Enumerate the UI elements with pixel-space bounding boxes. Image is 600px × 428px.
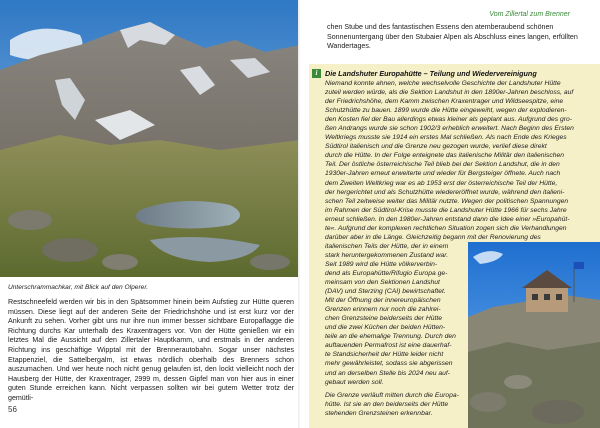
page-number: 56: [8, 405, 17, 414]
text-line: gebaut werden soll.: [325, 378, 384, 386]
text-line: der hergerichtet und als Schutzhütte wiedereröffnet wurde, während den italieni-: [325, 188, 565, 196]
text-line: stark heruntergekommenen Zustand war.: [325, 251, 449, 259]
text-line: Schutzhütte zu bauen. 1899 wurde die Hütte eingeweiht, wegen der explodieren-: [325, 107, 567, 115]
text-line: stehenden Grenzsteinen erkennbar.: [325, 409, 433, 417]
text-line: Südtirol italienisch und die Grenze neu gezogen wurde, verlief diese direkt: [325, 143, 547, 151]
text-line: chen Grenzsteine beiderseits der Hütte: [325, 315, 443, 323]
intro-text: chen Stube und des fantastischen Essens den atemberaubend schönen Sonnenuntergang über den Stubaier Alpen als Abschluss eines langen, erfüllten Wandertages.: [327, 23, 578, 50]
text-line: der Friedrichshöhe, dem Kamm zwischen Kraxentrager und Wildseespitze, eine: [325, 98, 564, 106]
text-line: Seit 1989 wird die Hütte völkerverbin-: [325, 260, 438, 268]
text-line: durch die Hütte. In der Folge enteignete das italienische Militär den italienischen: [325, 152, 565, 160]
text-line: Die Grenze verläuft mitten durch die Europa-: [325, 391, 459, 399]
text-line: und die zwei Küchen der beiden Hütten-: [325, 324, 446, 332]
text-line: hütte. Ist sie an den beiderseits der Hütte: [325, 400, 449, 408]
text-line: italienischen Teils der Hütte, der in einem: [325, 242, 449, 250]
text-line: Niemand konnte ahnen, welche wechselvolle Geschichte der Landshuter Hütte: [325, 80, 561, 87]
text-line: den Kosten fiel der Bau allerdings etwas kleiner als geplant aus. Aufgrund des gro-: [325, 116, 573, 124]
text-line: darüber aber in die Länge. Gleichzeitig begann mit der Renovierung des: [325, 233, 541, 241]
photo-caption: Unterschrammachkar, mit Blick auf den Olperer.: [8, 284, 149, 291]
text-line: schen Teil zeitweise weiter das Militär nutzte. Wegen der politischen Spannungen: [325, 197, 569, 205]
europahuette-photo: [468, 242, 600, 428]
text-line: mehr gewährleistet, sodass sie abgerissen: [325, 360, 453, 368]
text-line: erneut schließen. In den 1980er-Jahren entstand dann die Idee einer »Europahüt-: [325, 215, 570, 223]
mountain-valley-photo: [0, 0, 300, 277]
info-icon: i: [312, 69, 321, 78]
text-line: te Standsicherheit der Hütte leider nicht: [325, 351, 444, 359]
text-line: im Rahmen der Südtirol-Krise musste die Landshuter Hütte 1966 für sechs Jahre: [325, 206, 567, 214]
text-line: dend als Europahütte/Rifugio Europa ge-: [325, 269, 448, 277]
text-line: teile an die ehemalige Trennung. Durch den: [325, 333, 456, 341]
text-line: Teil. Der östliche österreichische Teil blieb bei der Sektion Landshut, die in den: [325, 161, 560, 169]
text-line: te«. Aufgrund der komplexen rechtlichen Situation zogen sich die Verhandlungen: [325, 224, 567, 232]
text-line: zuteil werden würde, als die Sektion Landshut in den 1890er-Jahren beschloss, auf: [325, 89, 574, 97]
text-line: 1930er-Jahren erneut erweiterte und wieder für Bergsteiger öffnete. Auch nach: [325, 170, 561, 178]
text-line: Grenzen erinnern nur noch die zahlrei-: [325, 306, 441, 314]
text-line: (DAV) und Sterzing (CAI) bewirtschaftet.: [325, 288, 446, 296]
info-box-title: Die Landshuter Europahütte – Teilung und Wiedervereinigung: [325, 69, 537, 78]
running-head: Vom Zillertal zum Brenner: [489, 11, 570, 18]
text-line: meinsam von den Sektionen Landshut: [325, 279, 440, 287]
body-text: Restschneefeld werden wir bis in den Spätsommer hinein beim Aufstieg zur Hütte queren müssen. Diese liegt auf der anderen Seite der Friedrichshöhe und ist erst kurz vor der Ankunft zu sehen. Vorher gibt uns nur ihre nun immer besser sichtbare Europaflagge die Richtung durchs Kar unterhalb des Kraxentragers vor. Von der Hütte genießen wir ein letztes Mal die Aussicht auf den Zillertaler Hauptkamm, und erstmals in der anderen Richtung ins geschäftige Wipptal mit der Brennerautobahn. Sogar unser nächstes Etappenziel, die Sattelbergalm, ist etwas nördlich oberhalb des Brenners schon auszumachen. Und wer heute noch nicht genug gelaufen ist, den lockt vielleicht noch der Hausberg der Hütte, der Kraxentrager, 2999 m, dessen Gipfel man von hier aus in einer guten Stunde erreichen kann. Nicht verpassen sollten wir bei gutem Wetter trotz der gemütli-: [8, 298, 294, 402]
text-line: Mit der Öffnung der innereuropäischen: [325, 297, 441, 305]
text-line: dem Zweiten Weltkrieg war es ab 1953 erst der österreichische Teil der Hütte,: [325, 179, 558, 187]
text-line: und an derselben Stelle bis 2024 neu auf-: [325, 369, 450, 377]
text-line: Weltkriegs musste sie 1914 ein erstes Mal schließen. Als nach Ende des Krieges: [325, 134, 567, 142]
text-line: auftauenden Permafrost ist eine dauerhaf-: [325, 342, 452, 350]
text-line: ßen Andrangs wurde sie schon 1902/3 erheblich erweitert. Nach Beginn des Ersten: [325, 125, 574, 133]
